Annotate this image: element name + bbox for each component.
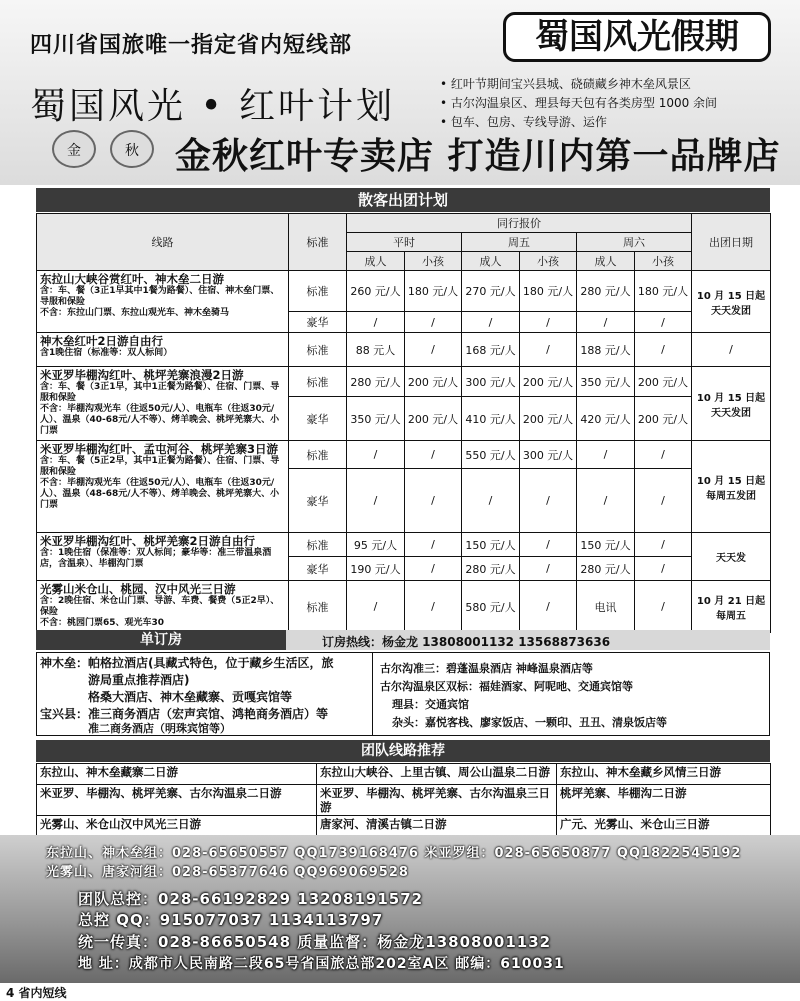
team-route: 米亚罗、毕棚沟、桃坪羌寨、古尔沟温泉三日游 [317,785,557,816]
price-cell: 200 元/人 [405,367,462,397]
price-cell: / [577,441,635,469]
price-cell: 88 元人 [347,333,405,367]
price-cell: 190 元/人 [347,557,405,581]
price-cell: 200 元/人 [405,397,462,441]
team-route: 光雾山、米仓山汉中风光三日游 [37,816,317,837]
autumn-coin-icon: 秋 [110,130,154,168]
price-cell: 200 元/人 [520,367,577,397]
luxury-label: 豪华 [289,557,347,581]
hotel-line: 格桑大酒店、神木垒藏寨、贡嘎宾馆等 [88,690,293,704]
price-cell: 180 元/人 [405,271,462,312]
price-cell: 280 元/人 [347,367,405,397]
price-cell: 95 元/人 [347,533,405,557]
price-cell: / [462,312,520,333]
price-cell: / [462,469,520,533]
departure-date: 10 月 21 日起 每周五 [692,581,771,633]
feature-bullet-3: • 包车、包房、专线导游、运作 [440,115,607,129]
friday-header: 周五 [462,233,577,252]
route-detail: 含：车、餐（5正2早，其中1正餐为路餐）、住宿、门票、导服和保险 不含：毕棚沟观光车（往返50元/人）、电瓶车（往返30元/人）、温泉（48-68元/人不等）、烤羊晚会、桃坪羌寨大、小门票 [40,456,280,510]
brand-logo: 蜀国风光假期 [503,12,771,62]
price-cell: 280 元/人 [577,271,635,312]
route-title: 光雾山米仓山、桃园、汉中风光三日游 [40,582,236,596]
luxury-label: 豪华 [289,312,347,333]
tour-price-table [36,213,771,633]
route-title: 米亚罗毕棚沟红叶、桃坪羌寨2日游自由行 [40,534,255,548]
price-cell: 420 元/人 [577,397,635,441]
price-cell: / [635,333,692,367]
price-cell: 200 元/人 [520,397,577,441]
price-cell: / [635,581,692,633]
route-detail: 含：车、餐（3正1早其中1餐为路餐）、住宿、神木垒门票、导服和保险 不含：东拉山门票、东拉山观光车、神木垒骑马 [40,286,280,318]
route-title: 东拉山大峡谷赏红叶、神木垒二日游 [40,272,224,286]
saturday-header: 周六 [577,233,692,252]
hotel-line: 杂头：嘉悦客栈、廖家饭店、一颗印、丑丑、清泉饭店等 [392,716,667,729]
price-cell: / [635,557,692,581]
route-cell [37,271,289,333]
fax-and-supervision: 统一传真：028-86650548 质量监督：杨金龙13808001132 [78,933,552,951]
price-cell: 270 元/人 [462,271,520,312]
agency-title: 四川省国旅唯一指定省内短线部 [30,33,353,58]
room-section-title: 单订房 [36,630,286,650]
price-cell: / [520,333,577,367]
room-divider [372,652,373,736]
team-route: 广元、光雾山、米仓山三日游 [557,816,771,837]
route-title: 神木垒红叶2日游自由行 [40,334,164,348]
route-header: 线路 [37,214,289,271]
price-cell: 168 元/人 [462,333,520,367]
page-footer: 4 省内短线 [6,986,67,1000]
price-cell: 188 元/人 [577,333,635,367]
hotel-line: 准二商务酒店（明珠宾馆等） [88,722,231,735]
hotel-line: 理县：交通宾馆 [392,698,469,711]
standard-label: 标准 [289,271,347,312]
price-cell: / [405,557,462,581]
adult-header: 成人 [462,252,520,271]
route-title: 米亚罗毕棚沟红叶、桃坪羌寨浪漫2日游 [40,368,244,382]
route-cell [37,581,289,633]
route-detail: 含：2晚住宿、米仓山门票、导游、车费、餐费（5正2早）、保险 不含：桃园门票65、观光车30 [40,596,280,628]
departure-date: 10 月 15 日起 天天发团 [692,367,771,441]
hotel-line: 游局重点推荐酒店) [88,673,190,687]
tour-plan-title: 散客出团计划 [36,188,770,212]
address-line: 地 址：成都市人民南路二段65号省国旅总部202室A区 邮编：610031 [78,956,565,972]
price-cell: / [635,441,692,469]
price-cell: / [347,581,405,633]
team-routes-table [36,763,771,837]
price-cell: / [347,469,405,533]
price-cell: / [347,441,405,469]
price-cell: / [520,557,577,581]
child-header: 小孩 [520,252,577,271]
date-header: 出团日期 [692,214,771,271]
price-cell: 300 元/人 [520,441,577,469]
team-control-contact: 团队总控：028-66192829 13208191572 [78,890,424,908]
price-cell: 410 元/人 [462,397,520,441]
standard-label: 标准 [289,333,347,367]
route-detail: 含1晚住宿（标准等：双人标间） [40,348,173,358]
price-cell: 200 元/人 [635,397,692,441]
price-cell: / [520,312,577,333]
price-cell: 280 元/人 [462,557,520,581]
route-detail: 含：车、餐（3正1早，其中1正餐为路餐）、住宿、门票、导服和保险 不含：毕棚沟观光车（往返50元/人）、电瓶车（往返30元/人）、温泉（40-68元/人不等）、烤羊晚会、桃坪羌寨大、小门票 [40,382,280,436]
price-cell: / [405,333,462,367]
team-route: 东拉山、神木垒藏寨二日游 [37,764,317,785]
hotel-line: 神木垒：帕格拉酒店(具藏式特色，位于藏乡生活区，旅 [40,656,334,670]
team-route: 东拉山、神木垒藏乡风情三日游 [557,764,771,785]
adult-header: 成人 [577,252,635,271]
price-cell: 280 元/人 [577,557,635,581]
team-route: 东拉山大峡谷、上里古镇、周公山温泉二日游 [317,764,557,785]
departure-date: 10 月 15 日起 天天发团 [692,271,771,333]
price-cell: 260 元/人 [347,271,405,312]
route-detail: 含：1晚住宿（保准等：双人标间；豪华等：准三带温泉酒店，含温泉）、毕棚沟门票 [40,548,272,569]
child-header: 小孩 [635,252,692,271]
price-cell: 150 元/人 [462,533,520,557]
hotel-line: 宝兴县：准三商务酒店（宏声宾馆、鸿艳商务酒店）等 [40,707,329,721]
price-cell: / [405,469,462,533]
group-contact-line: 光雾山、唐家河组：028-65377646 QQ969069528 [46,865,409,880]
price-cell: 200 元/人 [635,367,692,397]
store-slogan: 金秋红叶专卖店 打造川内第一品牌店 [175,136,781,177]
price-cell: 580 元/人 [462,581,520,633]
price-cell: / [577,469,635,533]
price-cell: / [405,312,462,333]
feature-bullet-2: • 古尔沟温泉区、理县每天包有各类房型 1000 余间 [440,96,718,110]
route-cell [37,367,289,441]
price-cell: / [405,441,462,469]
luxury-label: 豪华 [289,469,347,533]
price-cell: / [635,312,692,333]
price-cell: 180 元/人 [520,271,577,312]
price-cell: / [635,533,692,557]
room-hotline: 订房热线：杨金龙 13808001132 13568873636 [322,635,611,649]
team-route: 唐家河、清溪古镇二日游 [317,816,557,837]
price-cell: / [520,581,577,633]
child-header: 小孩 [405,252,462,271]
standard-label: 标准 [289,441,347,469]
weekday-header: 平时 [347,233,462,252]
price-cell: 150 元/人 [577,533,635,557]
route-cell [37,441,289,533]
price-cell: 电讯 [577,581,635,633]
gold-coin-icon: 金 [52,130,96,168]
standard-label: 标准 [289,581,347,633]
departure-date: 天天发 [692,533,771,581]
standard-header: 标准 [289,214,347,271]
campaign-subtitle: 蜀国风光 • 红叶计划 [30,86,396,127]
route-title: 米亚罗毕棚沟红叶、孟屯河谷、桃坪羌寨3日游 [40,442,278,456]
standard-label: 标准 [289,533,347,557]
hotel-line: 古尔沟温泉区双标：福娃酒家、阿呢吔、交通宾馆等 [380,680,633,693]
team-route: 米亚罗、毕棚沟、桃坪羌寨、古尔沟温泉二日游 [37,785,317,816]
price-cell: / [405,581,462,633]
price-cell: / [577,312,635,333]
price-cell: / [635,469,692,533]
price-cell: 550 元/人 [462,441,520,469]
team-routes-title: 团队线路推荐 [36,740,770,762]
control-qq: 总控 QQ：915077037 1134113797 [78,911,384,929]
price-cell: / [520,469,577,533]
price-cell: / [347,312,405,333]
hotel-line: 古尔沟准三：碧蓬温泉酒店 神峰温泉酒店等 [380,662,593,675]
price-cell: / [520,533,577,557]
feature-bullet-1: • 红叶节期间宝兴县城、硗碛藏乡神木垒风景区 [440,77,691,91]
standard-label: 标准 [289,367,347,397]
group-contact-line: 东拉山、神木垒组：028-65650557 QQ1739168476 米亚罗组：028-65650877 QQ1822545192 [46,846,742,861]
departure-date: 10 月 15 日起 每周五发团 [692,441,771,533]
price-cell: / [405,533,462,557]
luxury-label: 豪华 [289,397,347,441]
price-cell: 350 元/人 [347,397,405,441]
team-route: 桃坪羌寨、毕棚沟二日游 [557,785,771,816]
departure-date: / [692,333,771,367]
price-cell: 350 元/人 [577,367,635,397]
price-header: 同行报价 [347,214,692,233]
price-cell: 300 元/人 [462,367,520,397]
route-cell [37,333,289,367]
route-cell [37,533,289,581]
adult-header: 成人 [347,252,405,271]
price-cell: 180 元/人 [635,271,692,312]
